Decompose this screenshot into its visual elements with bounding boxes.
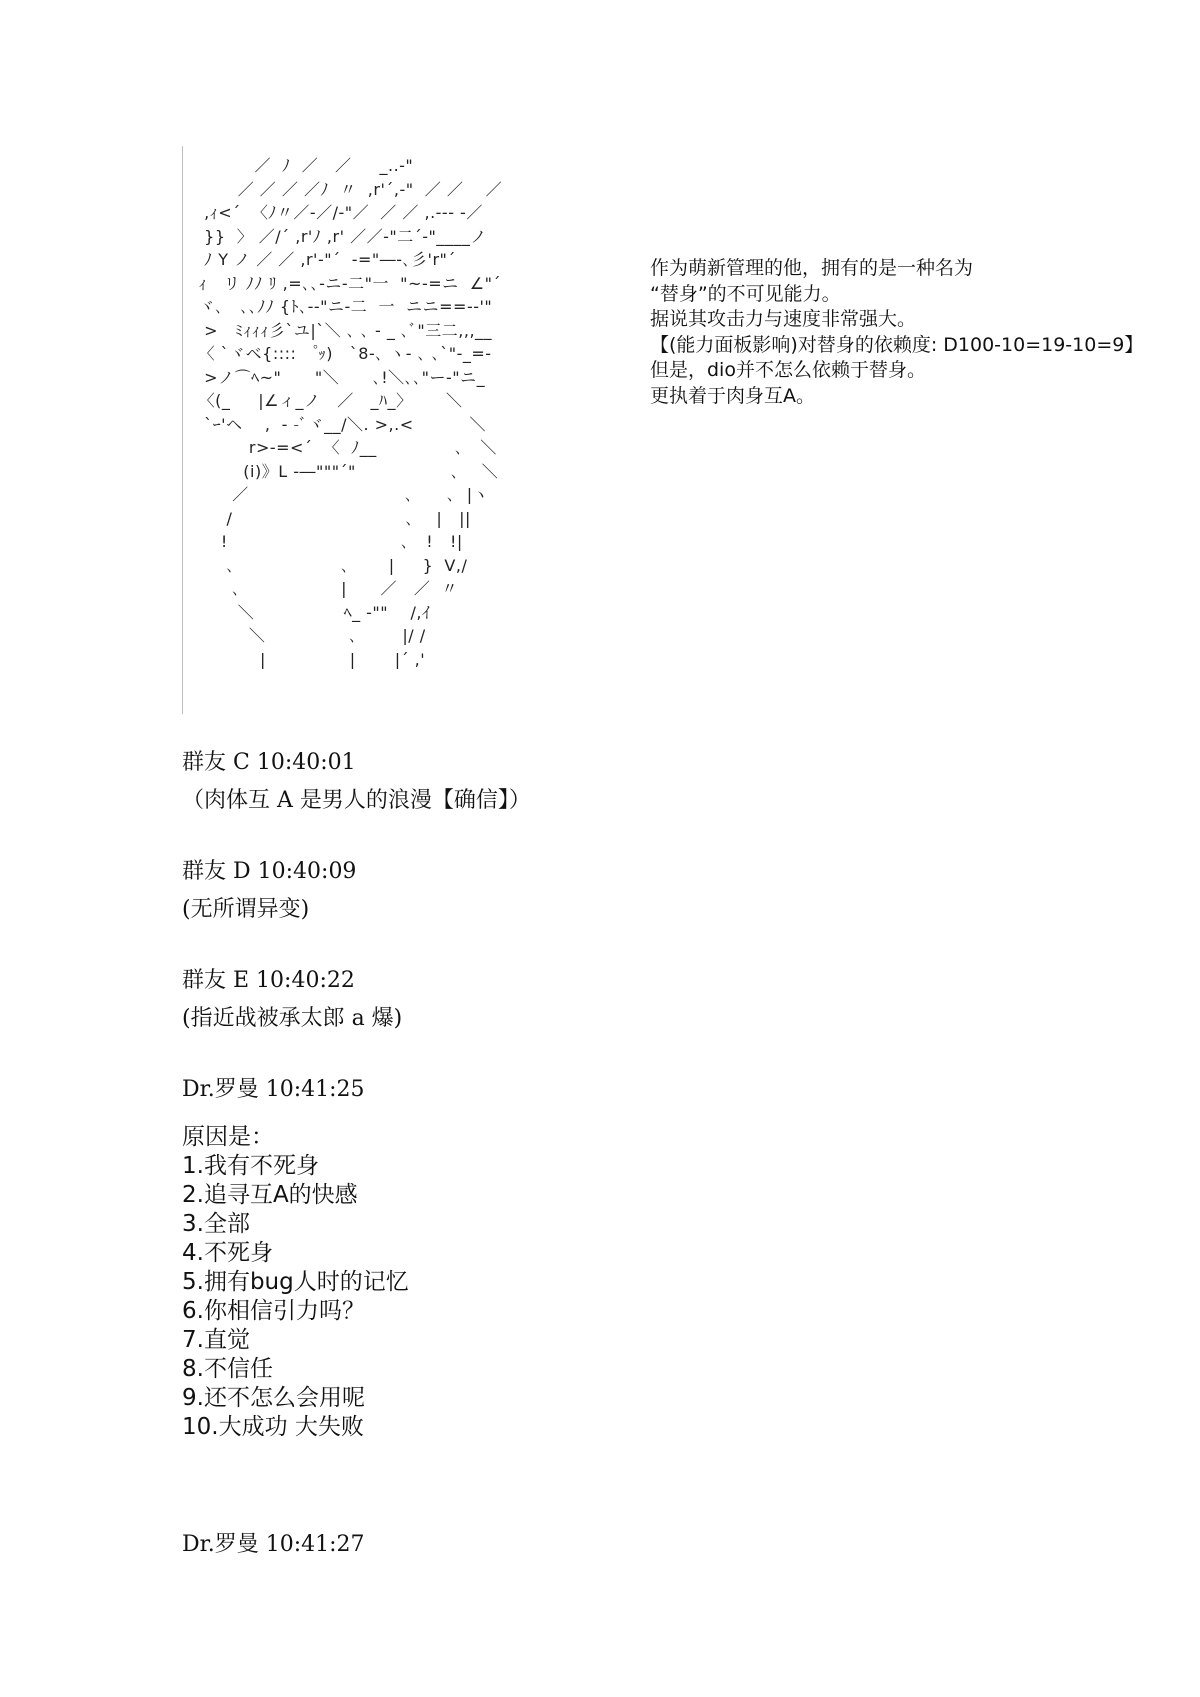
message-sender-time: Dr.罗曼 10:41:25: [182, 1077, 365, 1102]
message-sender-time: 群友 D 10:40:09: [182, 859, 357, 884]
list-item: 6.你相信引力吗？: [182, 1298, 365, 1324]
ascii-art-figure: [182, 146, 623, 714]
message-body: （肉体互 A 是男人的浪漫【确信】）: [182, 788, 531, 813]
list-item: 4.不死身: [182, 1240, 273, 1266]
list-item: 3.全部: [182, 1211, 250, 1237]
reasons-title: 原因是：: [182, 1124, 274, 1150]
list-item: 10.大成功 大失败: [182, 1414, 364, 1440]
list-item: 2.追寻互A的快感: [182, 1182, 358, 1208]
caption-line: “替身”的不可见能力。: [650, 282, 841, 305]
art-caption: [650, 256, 1170, 409]
caption-line: 据说其攻击力与速度非常强大。: [650, 308, 917, 330]
list-item: 5.拥有bug人时的记忆: [182, 1269, 409, 1295]
caption-line: 但是，dio并不怎么依赖于替身。: [650, 359, 926, 381]
message-sender-time: 群友 E 10:40:22: [182, 968, 355, 993]
chat-message: [182, 748, 531, 816]
chat-message: [182, 966, 402, 1034]
chat-message: [182, 857, 356, 925]
message-sender-time: Dr.罗曼 10:41:27: [182, 1532, 365, 1557]
message-sender-time: 群友 C 10:40:01: [182, 750, 356, 775]
chat-message: [182, 1530, 365, 1560]
ascii-art-text: ／ ﾉ ／ ／ _..-" ／ ／ ／ ／ﾉ 〃 ,r'´,-" ／ ／ ／ ,ｨ<´ 〈ﾉ〃／-／/-"／ ／ ／ ,.--‐ -／ }} 〉 ／/´ ,r'ﾉ ,r' ／／-"二´-"____ノ ﾉ Y ノ ／ ／ ,r'-"´ -="―-､彡'r"´ ｨ リ ﾉﾉ ﾘ ,=､､-ニ-二"一 "~-=ニ ∠"´ ヾ､ ､､ﾉﾉ {ﾄ､-‐"ニ-二 一 ニニ==‐-'" > ﾐｨｨｨ彡`ユ|`＼ ､ ､ - _ ､ﾞ"三二,,,__ 〈 `ヾベ{:::: ゚ｯ) `8-､ ヽ- ､ ､`"-_=- >ノ⌒ﾍ~" "＼ ､!＼､､"ー-"ニ_ 〈(_ |∠ィ_ノ ／ _ﾊ_〉 ＼ `ｰ'ヘ , - -ﾞヾ__/＼. >,.< ＼ r>-=<´ 〈 ﾉ__ ､ ＼ (i)》L ‐―"""´" ､ ＼ ／ ､ ､ |ヽ / ､ | || ! ､ ! !| ､ ､ | } V,/ ､ | ／ ／ 〃 ＼ ﾍ_ -"" /,ｲ ＼ ､ |/ / | | |´ ,': [198, 156, 503, 669]
caption-line: 更执着于肉身互A。: [650, 384, 815, 407]
caption-line: 【(能力面板影响)对替身的依赖度: D100-10=19-10=9】: [650, 333, 1144, 356]
list-item: 1.我有不死身: [182, 1153, 319, 1179]
list-item: 7.直觉: [182, 1327, 250, 1353]
message-body: (无所谓异变): [182, 897, 310, 922]
list-item: 8.不信任: [182, 1356, 273, 1382]
reasons-list: [182, 1152, 409, 1442]
reasons-list-block: [182, 1122, 409, 1442]
chat-message: [182, 1075, 365, 1105]
message-body: (指近战被承太郎 a 爆): [182, 1006, 403, 1031]
caption-line: 作为萌新管理的他，拥有的是一种名为: [650, 257, 974, 279]
list-item: 9.还不怎么会用呢: [182, 1385, 365, 1411]
